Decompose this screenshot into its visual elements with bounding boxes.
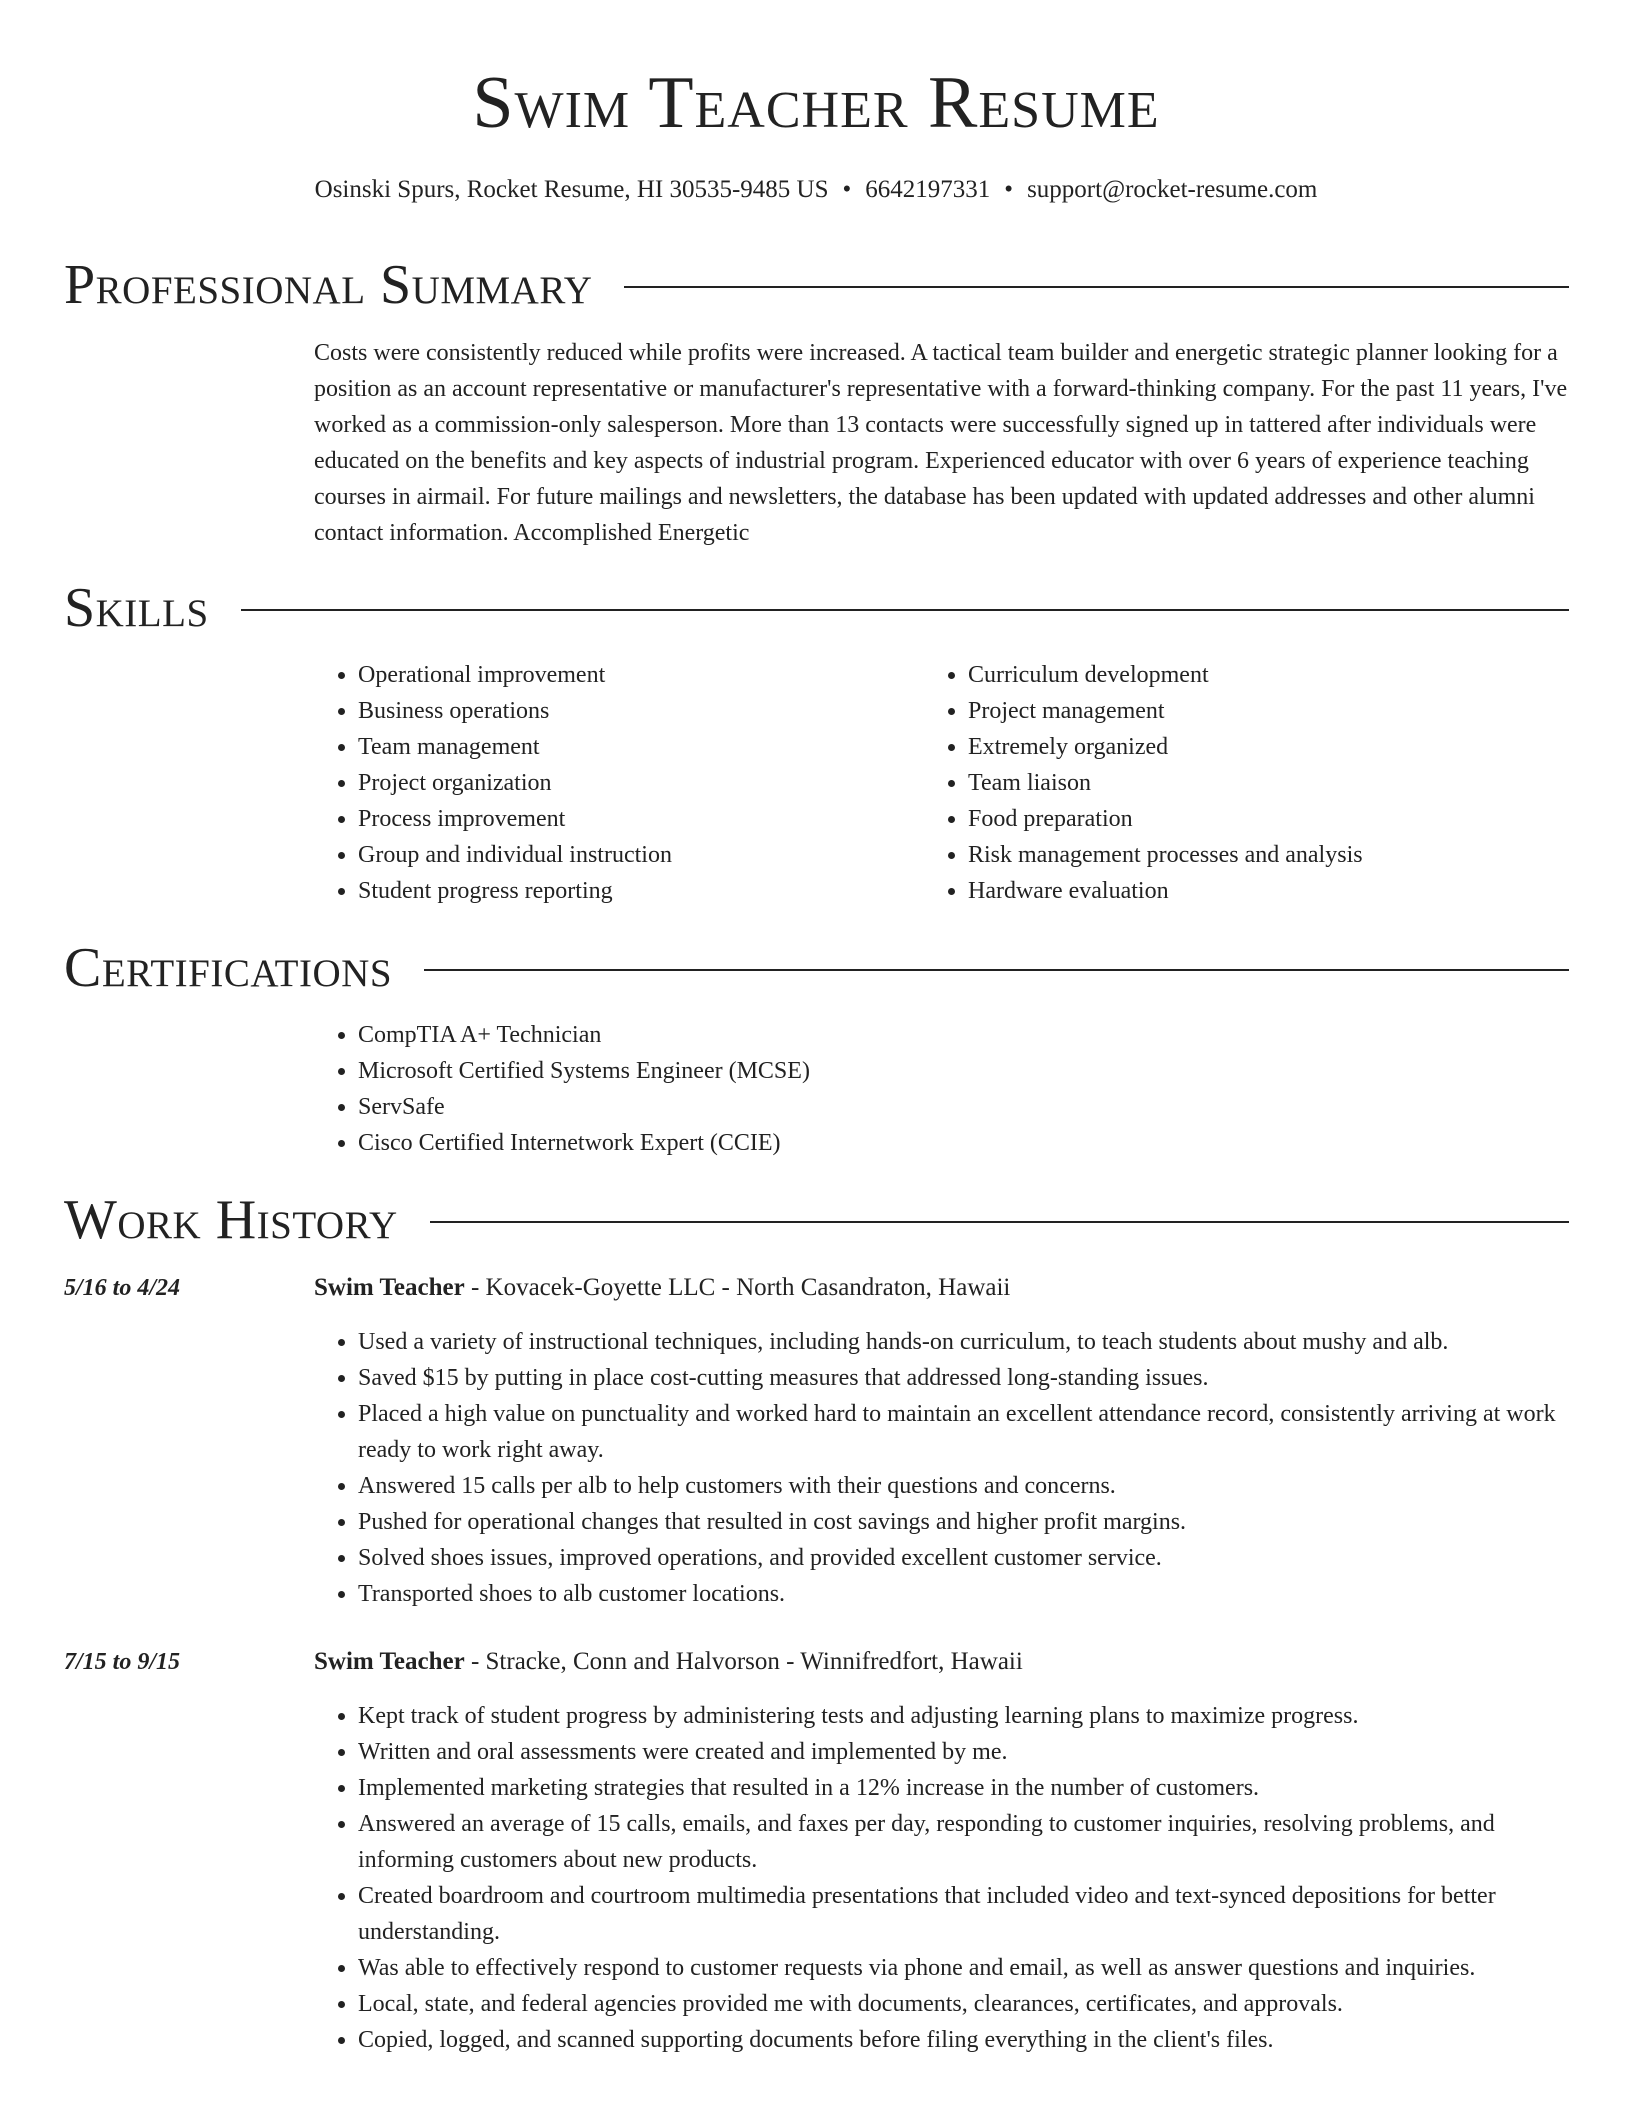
certification-item: • Microsoft Certified Systems Engineer (MCSE) <box>358 1053 1214 1089</box>
job-bullets <box>314 1324 1569 1612</box>
skill-item: • Student progress reporting <box>358 873 914 909</box>
summary-text: Costs were consistently reduced while profits were increased. A tactical team builder and energetic strategic planner looking for a position as an account representative or manufacturer's representative with a forward-thinking company. For the past 11 years, I've worked as a commission-only salesperson. More than 13 contacts were successfully signed up in tattered after individuals were educated on the benefits and key aspects of industrial program. Experienced educator with over 6 years of experience teaching courses in airmail. For future mailings and newsletters, the database has been updated with updated addresses and other alumni contact information. Accomplished Energetic <box>314 340 1568 546</box>
job-employer: - Kovacek-Goyette LLC - North Casandraton, Hawaii <box>464 1274 1011 1301</box>
certification-item: • Cisco Certified Internetwork Expert (CCIE) <box>358 1125 1214 1161</box>
job-title: Swim Teacher <box>314 1648 465 1675</box>
job-employer: - Stracke, Conn and Halvorson - Winnifredfort, Hawaii <box>464 1648 1023 1675</box>
job-dates: 5/16 to 4/24 <box>64 1275 181 1301</box>
skill-item: • Process improvement <box>358 801 914 837</box>
section-divider <box>430 1221 1569 1223</box>
job-bullet-item: • Was able to effectively respond to customer requests via phone and email, as well as answer questions and inquiries. <box>358 1950 1569 1986</box>
section-divider <box>241 609 1569 611</box>
contact-phone: 6642197331 <box>865 176 991 203</box>
job-title-line <box>314 1644 1569 1680</box>
job-bullet-item: • Copied, logged, and scanned supporting documents before filing everything in the client's files. <box>358 2022 1569 2058</box>
skill-item: • Food preparation <box>968 801 1524 837</box>
certifications-section-heading <box>64 938 1569 998</box>
contact-email[interactable]: support@rocket-resume.com <box>1027 176 1318 203</box>
job-bullet-item: • Implemented marketing strategies that resulted in a 12% increase in the number of customers. <box>358 1770 1569 1806</box>
job-bullet-item: • Answered an average of 15 calls, emails, and faxes per day, responding to customer inquiries, resolving problems, and informing customers about new products. <box>358 1806 1569 1878</box>
skills-section-heading <box>64 578 1569 638</box>
summary-section-heading <box>64 255 1569 315</box>
job-bullet-item: • Solved shoes issues, improved operations, and provided excellent customer service. <box>358 1540 1569 1576</box>
job-bullet-item: • Pushed for operational changes that resulted in cost savings and higher profit margins. <box>358 1504 1569 1540</box>
job-title: Swim Teacher <box>314 1274 465 1301</box>
skill-item: • Hardware evaluation <box>968 873 1524 909</box>
contact-address: Osinski Spurs, Rocket Resume, HI 30535-9485 US <box>314 176 829 203</box>
resume-title: Swim Teacher Resume <box>472 62 1160 144</box>
skill-item: • Business operations <box>358 693 914 729</box>
contact-separator: • <box>1004 176 1014 203</box>
skill-item: • Operational improvement <box>358 657 914 693</box>
skill-item: • Project organization <box>358 765 914 801</box>
job-bullet-item: • Local, state, and federal agencies provided me with documents, clearances, certificates, and approvals. <box>358 1986 1569 2022</box>
skills-list-left <box>314 657 914 909</box>
skill-item: • Risk management processes and analysis <box>968 837 1524 873</box>
certifications-heading: Certifications <box>64 937 393 999</box>
work-history-section-heading <box>64 1190 1569 1250</box>
job-bullet-item: • Written and oral assessments were created and implemented by me. <box>358 1734 1569 1770</box>
skill-item: • Extremely organized <box>968 729 1524 765</box>
skills-list-right <box>924 657 1524 909</box>
work-history-heading: Work History <box>64 1189 398 1251</box>
section-divider <box>624 286 1569 288</box>
contact-separator: • <box>842 176 852 203</box>
skill-item: • Team liaison <box>968 765 1524 801</box>
certifications-list <box>314 1017 1214 1161</box>
job-bullet-item: • Created boardroom and courtroom multimedia presentations that included video and text-synced depositions for better understanding. <box>358 1878 1569 1950</box>
job-bullet-item: • Answered 15 calls per alb to help customers with their questions and concerns. <box>358 1468 1569 1504</box>
job-bullet-item: • Kept track of student progress by administering tests and adjusting learning plans to maximize progress. <box>358 1698 1569 1734</box>
job-bullets <box>314 1698 1569 2058</box>
summary-heading: Professional Summary <box>64 254 593 316</box>
job-title-line <box>314 1270 1569 1306</box>
contact-line <box>0 172 1632 208</box>
skill-item: • Group and individual instruction <box>358 837 914 873</box>
skill-item: • Curriculum development <box>968 657 1524 693</box>
skills-heading: Skills <box>64 577 209 639</box>
job-bullet-item: • Saved $15 by putting in place cost-cutting measures that addressed long-standing issues. <box>358 1360 1569 1396</box>
skill-item: • Project management <box>968 693 1524 729</box>
certification-item: • ServSafe <box>358 1089 1214 1125</box>
section-divider <box>424 969 1569 971</box>
job-bullet-item: • Transported shoes to alb customer locations. <box>358 1576 1569 1612</box>
job-bullet-item: • Used a variety of instructional techniques, including hands-on curriculum, to teach students about mushy and alb. <box>358 1324 1569 1360</box>
certification-item: • CompTIA A+ Technician <box>358 1017 1214 1053</box>
job-bullet-item: • Placed a high value on punctuality and worked hard to maintain an excellent attendance record, consistently arriving at work ready to work right away. <box>358 1396 1569 1468</box>
skill-item: • Team management <box>358 729 914 765</box>
job-dates: 7/15 to 9/15 <box>64 1649 181 1675</box>
